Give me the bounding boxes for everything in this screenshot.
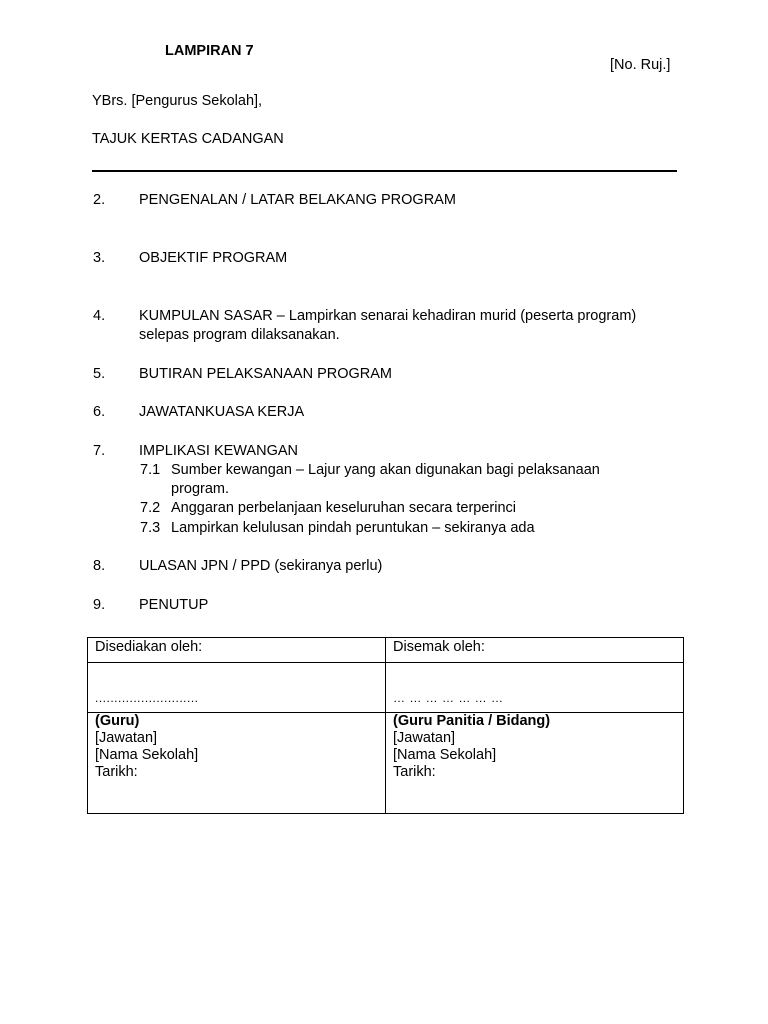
section-text: IMPLIKASI KEWANGAN (139, 443, 298, 459)
signature-line-row (88, 663, 684, 713)
section-number: 5. (93, 366, 106, 382)
subsection-text: Lampirkan kelulusan pindah peruntukan – sekiranya ada (171, 520, 535, 536)
signatory-date: Tarikh: (95, 764, 138, 780)
subsection-number: 7.1 (140, 462, 161, 478)
signatory-date: Tarikh: (393, 764, 436, 780)
reviewer-details (386, 713, 684, 814)
signature-line: ........................... (95, 691, 199, 705)
signature-line: … … … … … … … (393, 691, 504, 705)
subsection-number: 7.2 (140, 500, 161, 516)
subsection-text: Sumber kewangan – Lajur yang akan digunakan bagi pelaksanaan (171, 462, 600, 478)
signature-table (87, 637, 684, 814)
subsection-number: 7.3 (140, 520, 161, 536)
section-number: 9. (93, 597, 106, 613)
signatory-school: [Nama Sekolah] (393, 747, 497, 763)
section-text: PENUTUP (139, 597, 209, 613)
signatory-school: [Nama Sekolah] (95, 747, 199, 763)
signature-header-row (88, 638, 684, 663)
reviewed-by-label: Disemak oleh: (386, 638, 684, 663)
reference-number: [No. Ruj.] (610, 57, 671, 73)
section-text: JAWATANKUASA KERJA (139, 404, 305, 420)
section-number: 4. (93, 308, 106, 324)
divider (92, 170, 677, 172)
signatory-role: (Guru) (95, 713, 140, 729)
section-text: KUMPULAN SASAR – Lampirkan senarai kehadiran murid (peserta program) (139, 308, 637, 324)
section-number: 8. (93, 558, 106, 574)
prepared-by-label: Disediakan oleh: (88, 638, 386, 663)
section-number: 7. (93, 443, 106, 459)
proposal-subject: TAJUK KERTAS CADANGAN (92, 131, 284, 147)
section-text: OBJEKTIF PROGRAM (139, 250, 288, 266)
preparer-details (88, 713, 386, 814)
section-text: PENGENALAN / LATAR BELAKANG PROGRAM (139, 192, 456, 208)
subsection-text: Anggaran perbelanjaan keseluruhan secara terperinci (171, 500, 517, 516)
section-text-continued: selepas program dilaksanakan. (139, 327, 340, 343)
signatory-details-row (88, 713, 684, 814)
signatory-position: [Jawatan] (95, 730, 158, 746)
subsection-text-continued: program. (171, 481, 230, 497)
section-text: BUTIRAN PELAKSANAAN PROGRAM (139, 366, 392, 382)
signatory-position: [Jawatan] (393, 730, 456, 746)
signatory-role: (Guru Panitia / Bidang) (393, 713, 551, 729)
salutation: YBrs. [Pengurus Sekolah], (92, 93, 263, 109)
document-title: LAMPIRAN 7 (165, 43, 254, 59)
section-number: 2. (93, 192, 106, 208)
section-number: 3. (93, 250, 106, 266)
section-text: ULASAN JPN / PPD (sekiranya perlu) (139, 558, 383, 574)
section-number: 6. (93, 404, 106, 420)
